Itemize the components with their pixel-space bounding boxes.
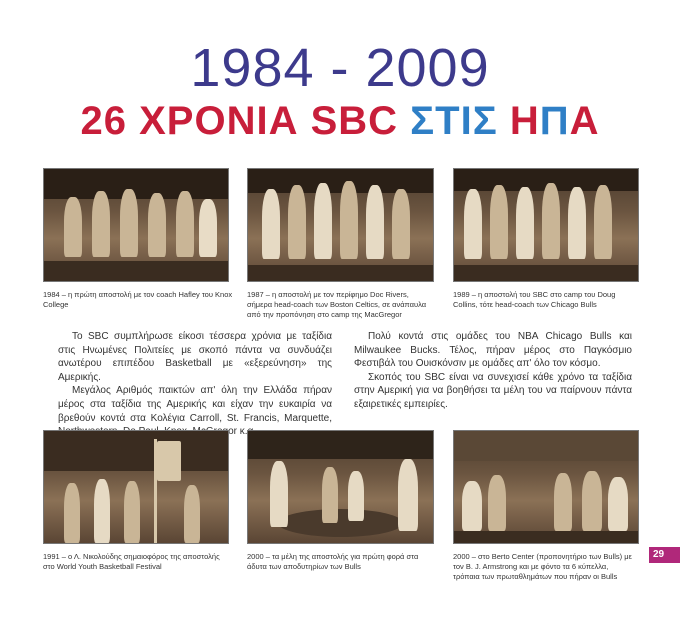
title-part-sbc: SBC — [310, 99, 411, 143]
photo-1984-team — [43, 168, 229, 282]
page-number: 29 — [649, 547, 680, 563]
caption-1991: 1991 – ο Λ. Νικολούδης σημαιοφόρος της αποστολής στο World Youth Basketball Festival — [43, 552, 220, 571]
body-left-paragraph-2: Μεγάλος Αριθμός παικτών απ' όλη την Ελλάδα πήραν μέρος στα ταξίδια της Αμερικής και είχαν την ευκαιρία να βρεθούν κοντά στα Κολέγια Carroll, St. Francis, Marquette, — [58, 385, 332, 424]
body-right-column — [354, 330, 632, 412]
body-left-column — [58, 330, 332, 439]
body-right-paragraph-1: Πολύ κοντά στις ομάδες του NBA Chicago Bulls και Milwaukee Bucks. Τέλος, πήραν μέρος στο Παγκόσμιο Φεστιβάλ του Ουισκόνσιν με ομάδες απ' όλο τον κόσμο. — [354, 331, 632, 370]
title-part-stis: ΣΤΙΣ — [410, 99, 510, 143]
photo-2000-locker-room — [247, 430, 434, 544]
caption-2000-locker: 2000 – τα μέλη της αποστολής για πρώτη φορά στα άδυτα των αποδυτηρίων των Bulls — [247, 552, 419, 571]
body-left-paragraph-1: Το SBC συμπλήρωσε είκοσι τέσσερα χρόνια με ταξίδια στις Ηνωμένες Πολιτείες με σκοπό πάντα να συνδυάζει ανωτέρου επιπέδου Basketball με «εξερεύνηση» της Αμερικής. — [58, 331, 332, 383]
photo-2000-berto-center — [453, 430, 639, 544]
photo-1987-team — [247, 168, 434, 282]
title-part-pi: Π — [539, 99, 570, 143]
caption-1989: 1989 – η αποστολή του SBC στο camp του Doug Collins, τότε head-coach των Chicago Bulls — [453, 290, 616, 309]
caption-1984: 1984 – η πρώτη αποστολή με τον coach Hafley του Knox College — [43, 290, 233, 309]
body-right-paragraph-2: Σκοπός του SBC είναι να συνεχισεί κάθε χρόνο τα ταξίδια στην Αμερική για να βοηθήσει τα μέλη του να παίρνουν πάντα εξαιρετικές εμπειρίες. — [354, 371, 632, 410]
caption-2000-berto: 2000 – στο Berto Center (προπονητήριο των Bulls) με τον B. J. Armstrong και με φόντο τα 6 κύπελλα, τρόπαια των πρωταθλημάτων που πήραν οι Bulls — [453, 552, 632, 581]
photo-1991-flag — [43, 430, 229, 544]
title-part-years: 26 ΧΡΟΝΙΑ — [80, 99, 311, 143]
page-title — [0, 96, 680, 146]
caption-1987: 1987 – η αποστολή με τον περίφημο Doc Rivers, σήμερα head-coach των Boston Celtics, σε ανάπαυλα από την προπόνηση στο camp της MacGregor — [247, 290, 427, 319]
title-part-eta: Η — [509, 99, 540, 143]
title-part-alpha: Α — [569, 99, 600, 143]
photo-1989-team — [453, 168, 639, 282]
title-years: 1984 - 2009 — [190, 38, 490, 98]
